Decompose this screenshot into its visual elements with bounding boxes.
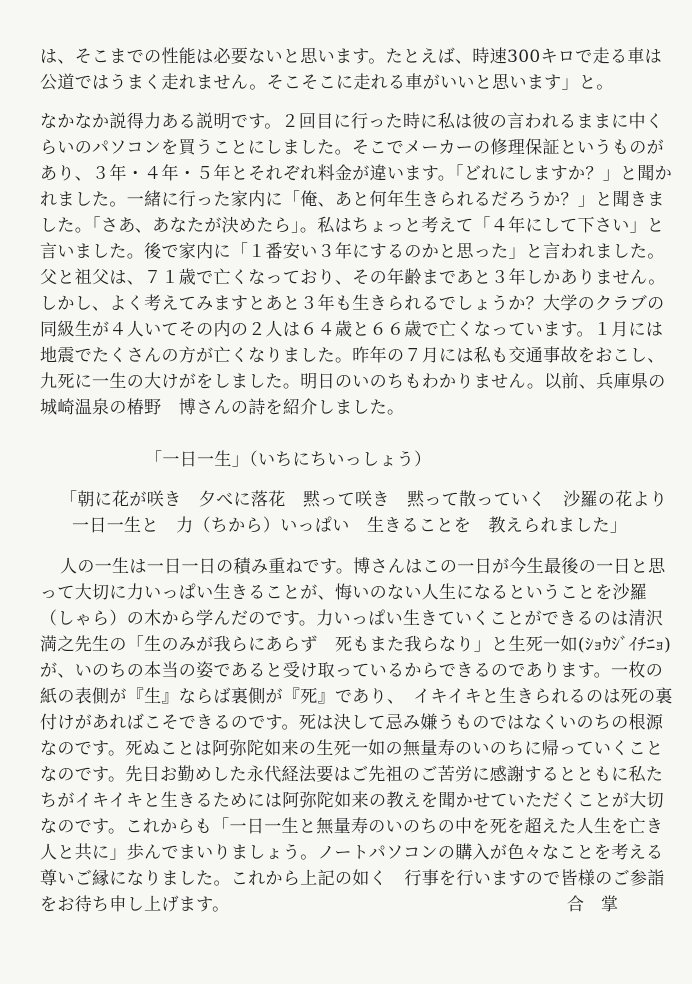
text-line: した。「さあ、あなたが決めたら」。私はちょっと考えて「４年にして下さい」と — [40, 216, 665, 236]
text-line: が、いのちの本当の姿であると受け取っているからできるのであります。一枚の — [40, 661, 664, 681]
text-line: なのです。死ぬことは阿弥陀如来の生死一如の無量寿のいのちに帰っていくこと — [40, 739, 664, 759]
text-line: 地震でたくさんの方が亡くなりました。昨年の７月には私も交通事故をおこし、 — [40, 346, 665, 366]
text-line: れました。一緒に行った家内に「俺、あと何年生きられるだろうか？」と聞きま — [40, 190, 665, 210]
text-line: 紙の表側が『生』ならば裏側が『死』であり、 イキイキと生きられるのは死の裏 — [40, 687, 673, 707]
paragraph-reflection — [40, 554, 680, 918]
text-line: 城崎温泉の椿野 博さんの詩を紹介しました。 — [40, 398, 405, 418]
text-line: らいのパソコンを買うことにしました。そこでメーカーの修理保証というものが — [40, 138, 664, 158]
paragraph-computer-purchase — [40, 109, 680, 421]
text-line: しかし、よく考えてみますとあと３年も生きられるでしょうか？大学のクラブの — [40, 294, 665, 314]
text-line: あり、３年・４年・５年とそれぞれ料金が違います。「どれにしますか？」と聞か — [40, 164, 673, 184]
text-line: 公道ではうまく走れません。そこそこに走れる車がいいと思います」と。 — [40, 73, 614, 93]
poem-line: 一日一生と 力（ちから）いっぱい 生きることを 教えられました」 — [72, 516, 628, 536]
text-line: なのです。先日お勤めした永代経法要はご先祖のご苦労に感謝するとともに私た — [40, 765, 664, 785]
text-line: は、そこまでの性能は必要ないと思います。たとえば、時速300キロで走る車は — [40, 47, 663, 67]
poem — [60, 487, 680, 539]
text-line: 九死に一生の大けがをしました。明日のいのちもわかりません。以前、兵庫県の — [40, 372, 666, 392]
text-line: 尊いご縁になりました。これから上記の如く 行事を行いますので皆様のご参詣 — [40, 869, 665, 889]
text-line: なかなか説得力ある説明です。２回目に行った時に私は彼の言われるままに中く — [40, 112, 664, 132]
poem-line: 「朝に花が咲き 夕べに落花 黙って咲き 黙って散っていく 沙羅の花より — [60, 490, 668, 510]
text-line: 同級生が４人いてその内の２人は６４歳と６６歳で亡くなっています。１月には — [40, 320, 664, 340]
text-line: 付けがあればこそできるのです。死は決して忌み嫌うものではなくいのちの根源 — [40, 713, 664, 733]
final-line — [40, 892, 680, 918]
poem-title-text: 「一日一生」（いちにちいっしょう） — [145, 450, 432, 470]
text-line: 父と祖父は、７１歳で亡くなっており、その年齢まであと３年しかありません。 — [40, 268, 666, 288]
text-line: 満之先生の「生のみが我らにあらず 死もまた我らなり」と生死一如(ｼｮｳｼﾞｲﾁﾆｮ) — [40, 635, 672, 655]
closing-gassho: 合 掌 — [567, 895, 618, 915]
text-line: をお待ち申し上げます。 — [40, 895, 230, 915]
poem-title — [145, 447, 645, 473]
text-line: （しゃら）の木から学んだのです。力いっぱい生きていくことができるのは清沢 — [40, 609, 664, 629]
paragraph-continuation — [40, 44, 680, 96]
text-line: ちがイキイキと生きるためには阿弥陀如来の教えを聞かせていただくことが大切 — [40, 791, 664, 811]
text-line: なのです。これからも「一日一生と無量寿のいのちの中を死を超えた人生を亡き — [40, 817, 664, 837]
text-line: 言いました。後で家内に「１番安い３年にするのかと思った」と言われました。 — [40, 242, 665, 262]
text-line: 人と共に」歩んでまいりましょう。ノートパソコンの購入が色々なことを考える — [40, 843, 664, 863]
text-line: 人の一生は一日一日の積み重ねです。博さんはこの一日が今生最後の一日と思 — [60, 557, 666, 577]
text-line: って大切に力いっぱい生きることが、悔いのない人生になるということを沙羅 — [40, 583, 648, 603]
